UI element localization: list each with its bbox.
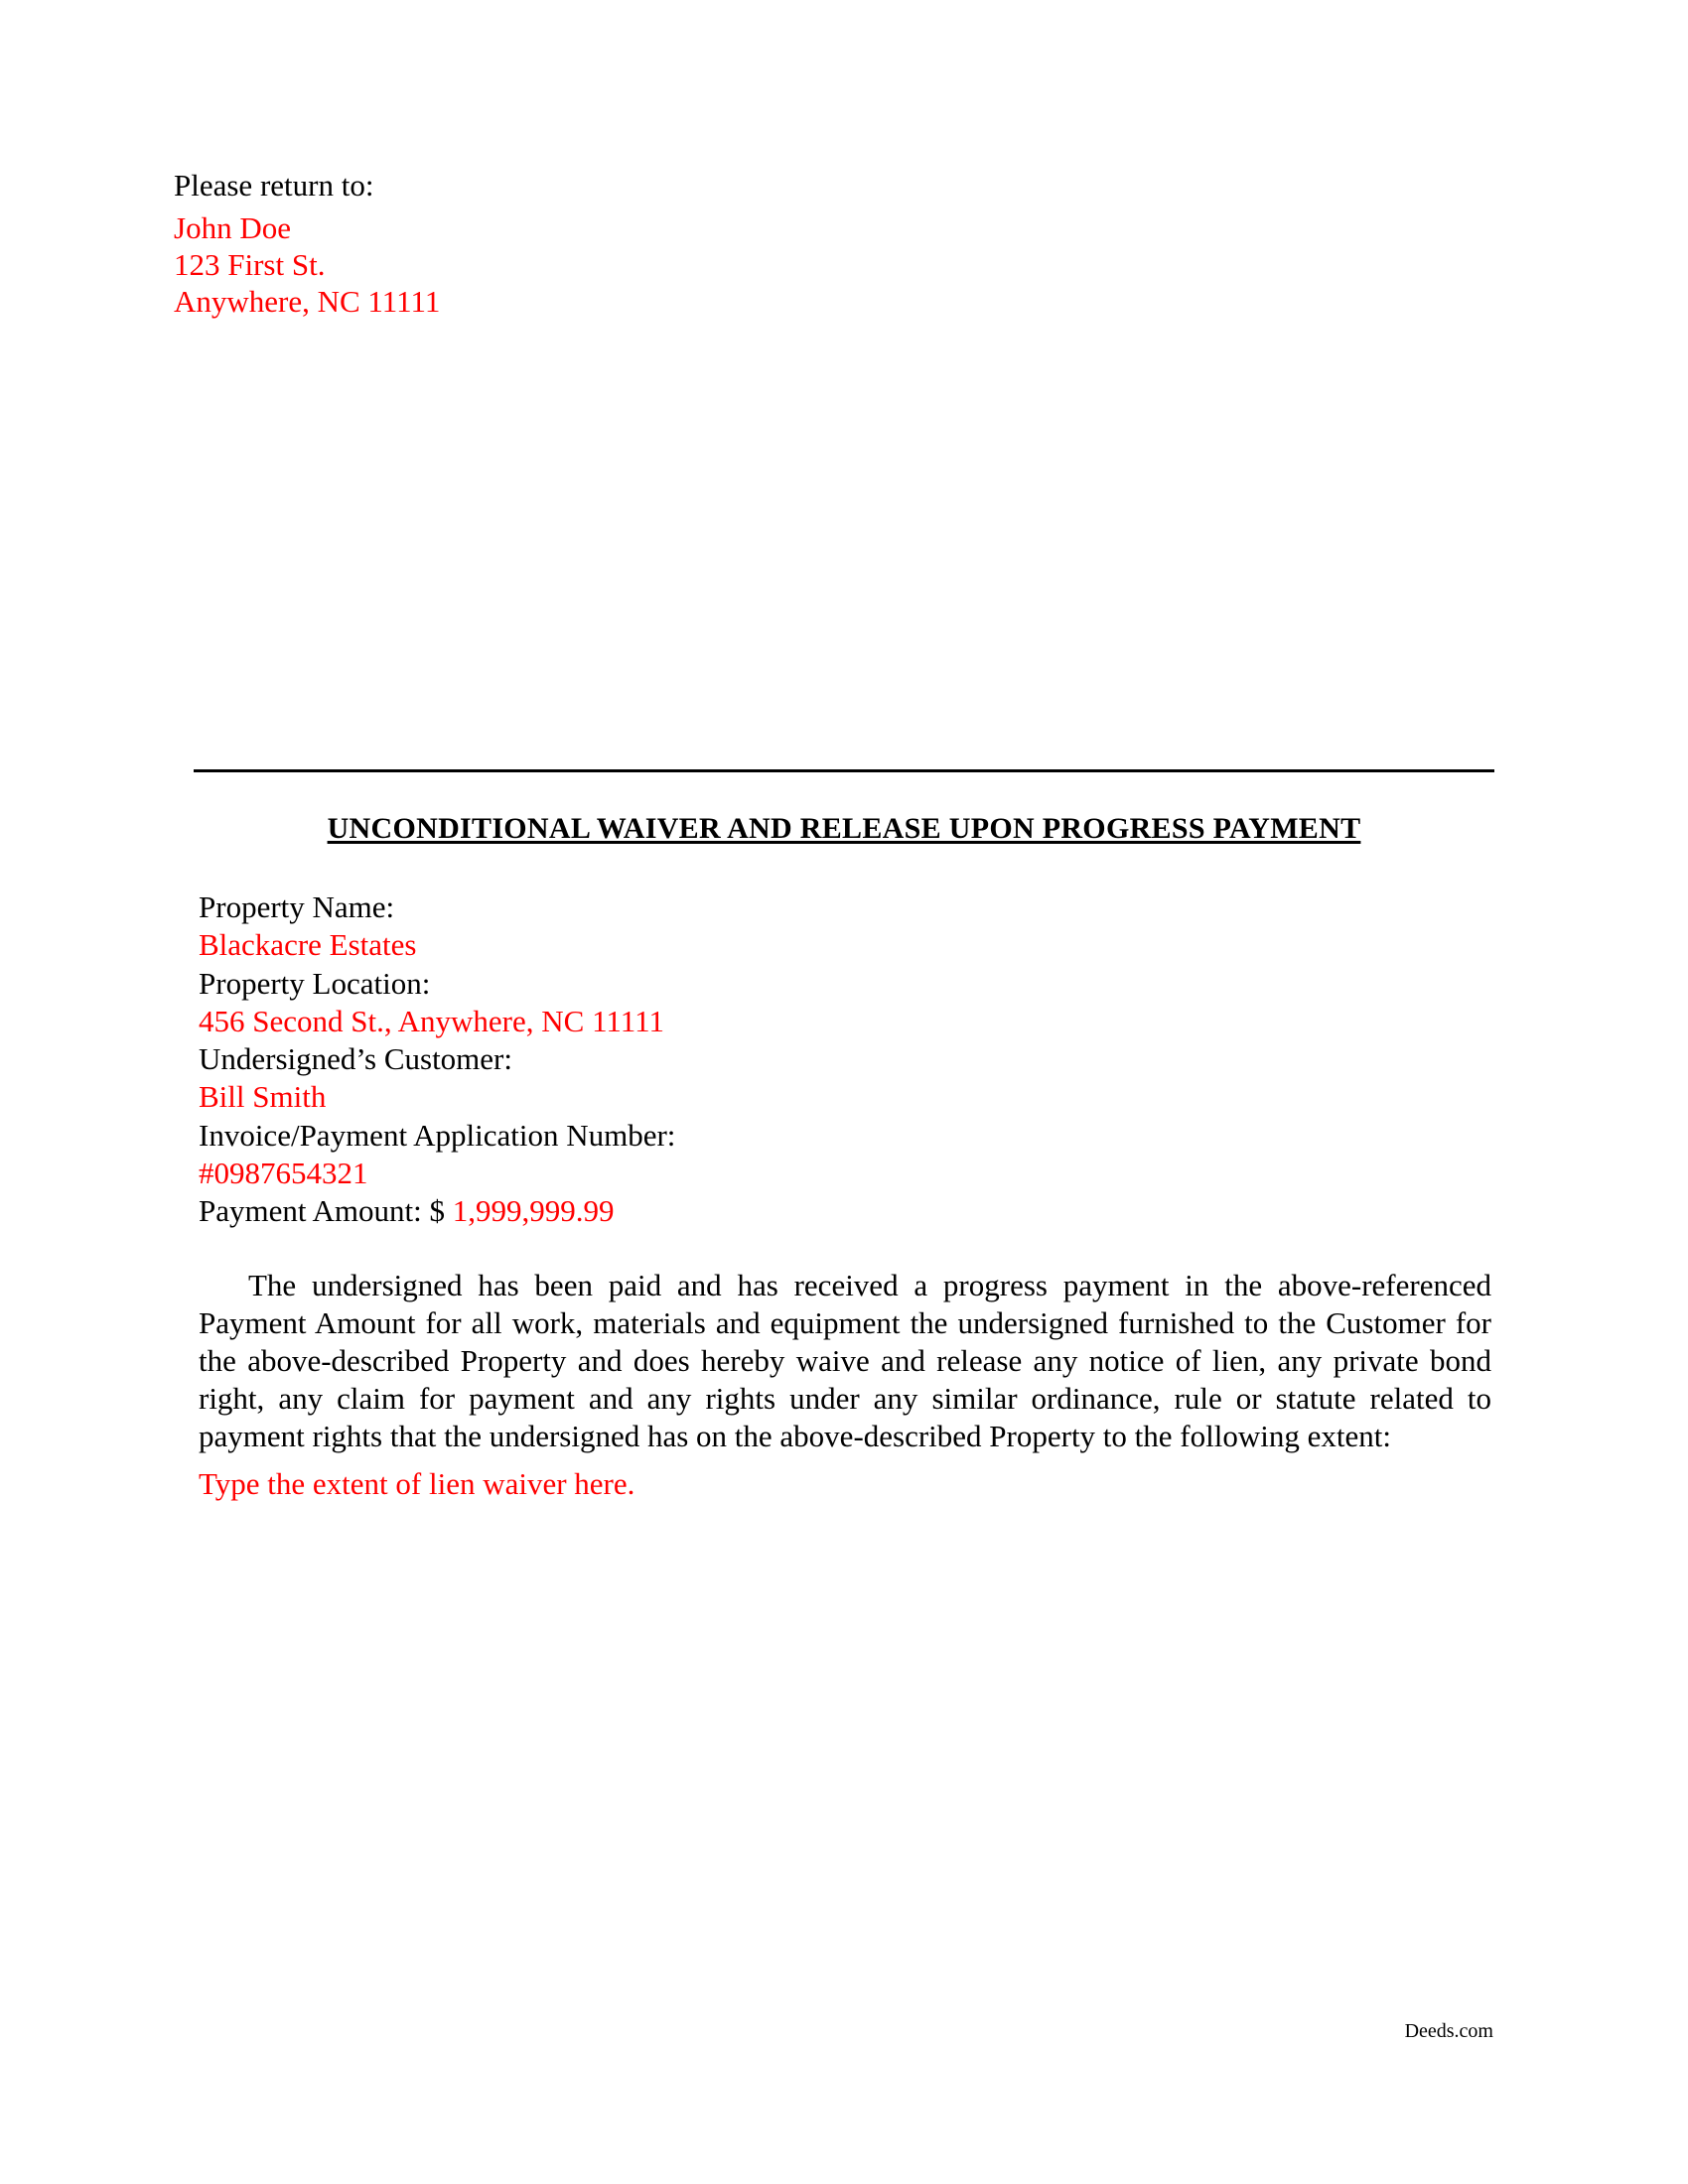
property-name-value: Blackacre Estates <box>199 927 417 963</box>
property-location-label: Property Location: <box>199 965 431 1001</box>
waiver-body-paragraph: The undersigned has been paid and has received a progress payment in the above-referenced Payment Amount for all work, materials and equipment the undersigned furnished to the Customer for the above-described Property and does hereby waive and release any notice of lien, any private bond right, any claim for payment and any rights under any similar ordinance, rule or statute related to payment rights that the undersigned has on the above-described Property to the following extent: <box>199 1268 1491 1453</box>
property-name-label: Property Name: <box>199 889 395 924</box>
return-street: 123 First St. <box>174 247 326 282</box>
return-address-block <box>174 167 440 320</box>
payment-amount-value: 1,999,999.99 <box>452 1193 615 1229</box>
customer-value: Bill Smith <box>199 1079 327 1115</box>
document-title: UNCONDITIONAL WAIVER AND RELEASE UPON PROGRESS PAYMENT <box>327 812 1361 845</box>
property-location-value: 456 Second St., Anywhere, NC 11111 <box>199 1003 664 1038</box>
footer-brand: Deeds.com <box>1404 2020 1493 2042</box>
payment-amount-line <box>199 1192 675 1230</box>
return-city-state-zip: Anywhere, NC 11111 <box>174 284 441 319</box>
invoice-label: Invoice/Payment Application Number: <box>199 1117 676 1153</box>
recording-divider-line <box>194 769 1494 772</box>
invoice-value: #0987654321 <box>199 1156 368 1191</box>
return-name: John Doe <box>174 210 291 245</box>
lien-waiver-extent-placeholder: Type the extent of lien waiver here. <box>199 1466 635 1501</box>
property-fields-block <box>199 888 675 1231</box>
customer-label: Undersigned’s Customer: <box>199 1041 512 1077</box>
return-to-label: Please return to: <box>174 168 374 203</box>
payment-amount-label: Payment Amount: $ <box>199 1193 445 1229</box>
